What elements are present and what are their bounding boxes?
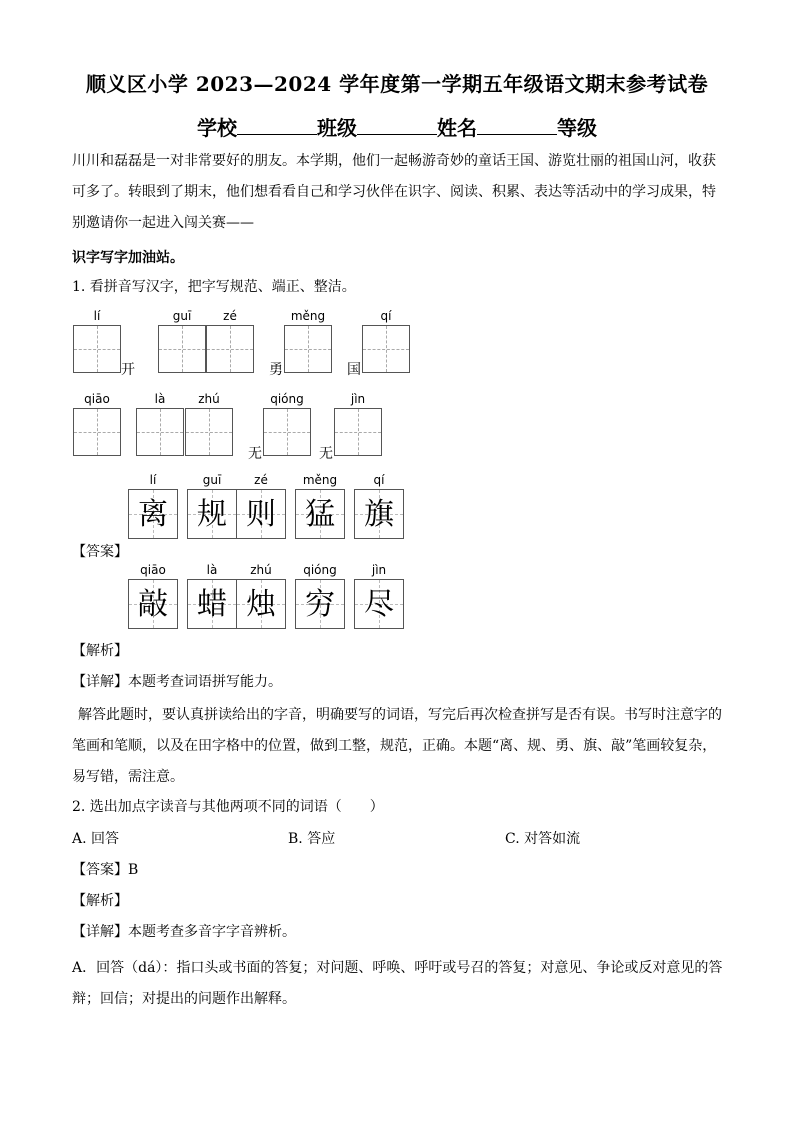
writing-box[interactable] — [284, 325, 332, 373]
fixed-char: 勇 — [269, 362, 283, 378]
q1-stem: 1. 看拼音写汉字，把字写规范、端正、整洁。 — [72, 279, 356, 295]
fixed-char: 国 — [347, 362, 361, 378]
answer-char: 烛 — [246, 587, 276, 622]
answer-box — [128, 579, 178, 629]
answer-box — [295, 579, 345, 629]
pinyin: zé — [223, 309, 237, 323]
section-heading: 识字写字加油站。 — [72, 250, 184, 266]
pinyin: guī — [202, 473, 222, 487]
pinyin: zhú — [198, 392, 220, 406]
writing-box[interactable] — [73, 325, 121, 373]
intro-paragraph: 川川和磊磊是一对非常要好的朋友。本学期，他们一起畅游奇妙的童话王国、游览壮丽的祖国山河，收获可多了。转眼到了期末，他们想看看自己和学习伙伴在识字、阅读、积累、表达等活动中的学习成果，特别邀请你一起进入闯关赛—— — [72, 153, 716, 231]
writing-box[interactable] — [334, 408, 382, 456]
pinyin: qiāo — [84, 392, 110, 406]
answer-line: 【答案】B — [72, 862, 139, 878]
answer-char: 则 — [246, 497, 276, 532]
pinyin: guī — [172, 309, 192, 323]
answer-char: 猛 — [305, 497, 335, 532]
analysis-label: 【解析】 — [72, 643, 128, 659]
answer-char: 规 — [197, 497, 227, 532]
answer-box — [128, 489, 178, 539]
answer-label: 【答案】 — [72, 544, 128, 560]
writing-box[interactable] — [362, 325, 410, 373]
answer-char: 蜡 — [197, 587, 227, 622]
answer-box — [295, 489, 345, 539]
answer-box — [187, 489, 237, 539]
writing-box[interactable] — [263, 408, 311, 456]
fixed-char: 无 — [319, 446, 333, 462]
pinyin: zé — [254, 473, 268, 487]
pinyin: jìn — [350, 392, 366, 406]
pinyin: là — [206, 563, 218, 577]
explain-paragraph: A．回答（dá）：指口头或书面的答复；对问题、呼唤、呼吁或号召的答复；对意见、争论或反对意见的答辩；回信；对提出的问题作出解释。 — [72, 960, 723, 1007]
pinyin: qióng — [303, 563, 337, 577]
explain-paragraph: 解答此题时，要认真拼读给出的字音，明确要写的词语，写完后再次检查拼写是否有误。书写时注意字的笔画和笔顺，以及在田字格中的位置，做到工整，规范，正确。本题“离、规、勇、旗、敲”笔画较复杂，易写错，需注意。 — [72, 707, 722, 785]
fixed-char: 无 — [248, 446, 262, 462]
answer-char: 敲 — [138, 587, 168, 622]
option-b[interactable]: B. 答应 — [288, 831, 336, 847]
writing-box[interactable] — [136, 408, 184, 456]
page-title: 顺义区小学 2023—2024 学年度第一学期五年级语文期末参考试卷 — [85, 72, 709, 96]
answer-box — [187, 579, 237, 629]
option-a[interactable]: A. 回答 — [72, 831, 120, 847]
answer-box — [236, 579, 286, 629]
school-blank — [237, 116, 317, 135]
writing-box[interactable] — [73, 408, 121, 456]
school-label: 学校 — [197, 116, 237, 140]
pinyin: qí — [373, 473, 385, 487]
answer-box — [354, 579, 404, 629]
fixed-char: 开 — [121, 362, 135, 378]
pinyin: qióng — [270, 392, 304, 406]
answer-char: 穷 — [305, 587, 335, 622]
detail-line: 【详解】本题考查多音字字音辨析。 — [72, 924, 296, 940]
pinyin: jìn — [371, 563, 387, 577]
name-blank — [477, 116, 557, 135]
pinyin: měng — [302, 473, 338, 487]
answer-box — [354, 489, 404, 539]
answer-char: 旗 — [364, 497, 394, 532]
grade-label: 等级 — [557, 116, 597, 140]
writing-box[interactable] — [206, 325, 254, 373]
name-label: 姓名 — [437, 116, 477, 140]
pinyin: qí — [380, 309, 392, 323]
option-c[interactable]: C. 对答如流 — [505, 831, 581, 847]
q2-stem: 2. 选出加点字读音与其他两项不同的词语（ ） — [72, 799, 384, 815]
pinyin: lí — [93, 309, 101, 323]
answer-box — [236, 489, 286, 539]
answer-char: 尽 — [364, 587, 394, 622]
pinyin: là — [154, 392, 166, 406]
answer-char: 离 — [138, 497, 168, 532]
analysis-label: 【解析】 — [72, 893, 128, 909]
writing-box[interactable] — [158, 325, 206, 373]
student-info-line — [0, 112, 794, 141]
pinyin: měng — [290, 309, 326, 323]
pinyin: zhú — [250, 563, 272, 577]
detail-line: 【详解】本题考查词语拼写能力。 — [72, 674, 282, 690]
writing-box[interactable] — [185, 408, 233, 456]
pinyin: qiāo — [140, 563, 166, 577]
class-blank — [357, 116, 437, 135]
pinyin: lí — [149, 473, 157, 487]
class-label: 班级 — [317, 116, 357, 140]
